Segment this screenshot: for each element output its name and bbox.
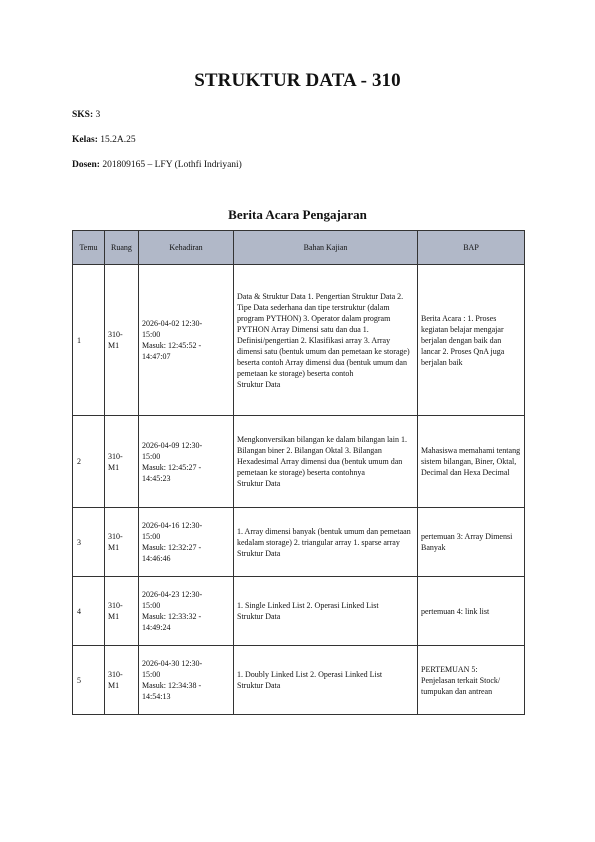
cell-bahan-kajian xyxy=(234,646,418,715)
cell-ruang: 310- M1 xyxy=(105,508,139,577)
table-row xyxy=(73,265,525,416)
cell-bap: pertemuan 4: link list xyxy=(418,577,525,646)
cell-ruang: 310- M1 xyxy=(105,416,139,508)
cell-bap: Mahasiswa memahami tentang sistem bilangan, Biner, Oktal, Decimal dan Hexa Decimal xyxy=(418,416,525,508)
cell-kehadiran: 2026-04-23 12:30- 15:00 Masuk: 12:33:32 - 14:49:24 xyxy=(139,577,234,646)
table-row xyxy=(73,646,525,715)
header-bahan-kajian: Bahan Kajian xyxy=(234,231,418,265)
table-row xyxy=(73,416,525,508)
kelas-value: 15.2A.25 xyxy=(100,135,136,145)
sks-line xyxy=(72,110,100,120)
cell-bahan-kajian xyxy=(234,265,418,416)
header-ruang: Ruang xyxy=(105,231,139,265)
cell-kehadiran: 2026-04-16 12:30- 15:00 Masuk: 12:32:27 - 14:46:46 xyxy=(139,508,234,577)
course-name: Struktur Data xyxy=(237,479,281,488)
kelas-label: Kelas: xyxy=(72,135,98,145)
cell-temu: 4 xyxy=(73,577,105,646)
header-temu: Temu xyxy=(73,231,105,265)
cell-kehadiran: 2026-04-30 12:30- 15:00 Masuk: 12:34:38 - 14:54:13 xyxy=(139,646,234,715)
table-row xyxy=(73,577,525,646)
header-bap: BAP xyxy=(418,231,525,265)
cell-kehadiran: 2026-04-09 12:30- 15:00 Masuk: 12:45:27 - 14:45:23 xyxy=(139,416,234,508)
section-title: Berita Acara Pengajaran xyxy=(228,207,367,222)
table-header-row xyxy=(73,231,525,265)
course-name: Struktur Data xyxy=(237,612,281,621)
table-row xyxy=(73,508,525,577)
course-name: Struktur Data xyxy=(237,379,281,389)
kelas-line xyxy=(72,135,136,145)
cell-ruang: 310- M1 xyxy=(105,577,139,646)
dosen-label: Dosen: xyxy=(72,160,100,170)
dosen-value: 201809165 – LFY (Lothfi Indriyani) xyxy=(102,160,242,170)
bahan-kajian-text: 1. Single Linked List 2. Operasi Linked List xyxy=(237,601,379,610)
cell-bap: Berita Acara : 1. Proses kegiatan belajar mengajar berjalan dengan baik dan lancar 2. Proses QnA juga berjalan baik xyxy=(418,265,525,416)
bahan-kajian-text: Mengkonversikan bilangan ke dalam bilangan lain 1. Bilangan biner 2. Bilangan Oktal 3. Bilangan Hexadesimal Array dimensi dua (bentuk umum dan pemetaan ke storage) beserta contohnya xyxy=(237,435,407,477)
cell-ruang: 310- M1 xyxy=(105,265,139,416)
teaching-record-table xyxy=(72,230,525,715)
cell-bap: PERTEMUAN 5: Penjelasan terkait Stock/ tumpukan dan antrean xyxy=(418,646,525,715)
sks-value: 3 xyxy=(95,110,101,120)
cell-temu: 1 xyxy=(73,265,105,416)
cell-bahan-kajian xyxy=(234,508,418,577)
bahan-kajian-text: 1. Array dimensi banyak (bentuk umum dan pemetaan kedalam storage) 2. triangular array 1. sparse array xyxy=(237,526,411,547)
course-name: Struktur Data xyxy=(237,548,281,558)
page-title: STRUKTUR DATA - 310 xyxy=(194,70,401,91)
bahan-kajian-text: Data & Struktur Data 1. Pengertian Struktur Data 2. Tipe Data sederhana dan tipe terstruktur (dalam program PYTHON) 3. Operator dalam program PYTHON Array Dimensi satu dan dua 1. Definisi/pengertian 2. Klasifikasi array 3. Array dimensi satu (bentuk umum dan pemetaan ke storage) beserta contoh Array dimensi dua (bentuk umum dan pemetaan ke storage) beserta contoh xyxy=(237,291,410,378)
cell-bahan-kajian xyxy=(234,577,418,646)
course-name: Struktur Data xyxy=(237,681,281,690)
cell-bap: pertemuan 3: Array Dimensi Banyak xyxy=(418,508,525,577)
cell-bahan-kajian xyxy=(234,416,418,508)
bahan-kajian-text: 1. Doubly Linked List 2. Operasi Linked List xyxy=(237,670,383,679)
cell-kehadiran: 2026-04-02 12:30- 15:00 Masuk: 12:45:52 - 14:47:07 xyxy=(139,265,234,416)
cell-temu: 5 xyxy=(73,646,105,715)
header-kehadiran: Kehadiran xyxy=(139,231,234,265)
dosen-line xyxy=(72,160,242,170)
cell-ruang: 310- M1 xyxy=(105,646,139,715)
cell-temu: 3 xyxy=(73,508,105,577)
cell-temu: 2 xyxy=(73,416,105,508)
sks-label: SKS: xyxy=(72,110,94,120)
